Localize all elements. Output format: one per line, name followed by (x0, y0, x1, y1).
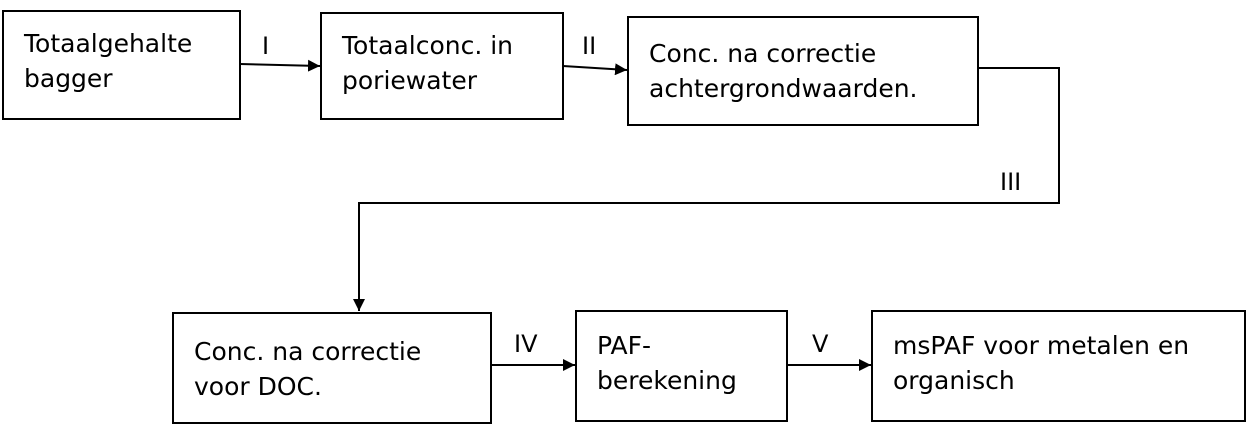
box-totaalconc-line-2: poriewater (342, 66, 477, 95)
box-mspaf-line-2: organisch (893, 366, 1015, 395)
box-doc-line-1: Conc. na correctie (194, 337, 422, 366)
box-totaalgehalte-bagger (2, 10, 241, 120)
box-mspaf-metalen-organisch (871, 310, 1246, 422)
step-label-v: V (812, 330, 829, 358)
arrow-step-ii (563, 66, 627, 70)
box-paf-line-1: PAF- (597, 331, 651, 360)
box-achtergrond-line-1: Conc. na correctie (649, 39, 877, 68)
step-label-iii: III (1000, 168, 1022, 196)
box-totaalconc-line-1: Totaalconc. in (342, 31, 514, 60)
box-totaalconc-poriewater (320, 12, 564, 120)
box-paf-line-2: berekening (597, 366, 737, 395)
box-totaalgehalte-line-1: Totaalgehalte (24, 29, 193, 58)
box-paf-berekening (575, 310, 788, 422)
box-correctie-doc (172, 312, 492, 424)
step-label-ii: II (582, 32, 597, 60)
box-correctie-achtergrondwaarden (627, 16, 979, 126)
box-doc-line-2: voor DOC. (194, 372, 322, 401)
box-mspaf-line-1: msPAF voor metalen en (893, 331, 1190, 360)
box-totaalgehalte-line-2: bagger (24, 64, 113, 93)
step-label-iv: IV (514, 330, 538, 358)
step-label-i: I (262, 32, 270, 60)
arrow-step-i (240, 64, 320, 66)
box-achtergrond-line-2: achtergrondwaarden. (649, 74, 918, 103)
